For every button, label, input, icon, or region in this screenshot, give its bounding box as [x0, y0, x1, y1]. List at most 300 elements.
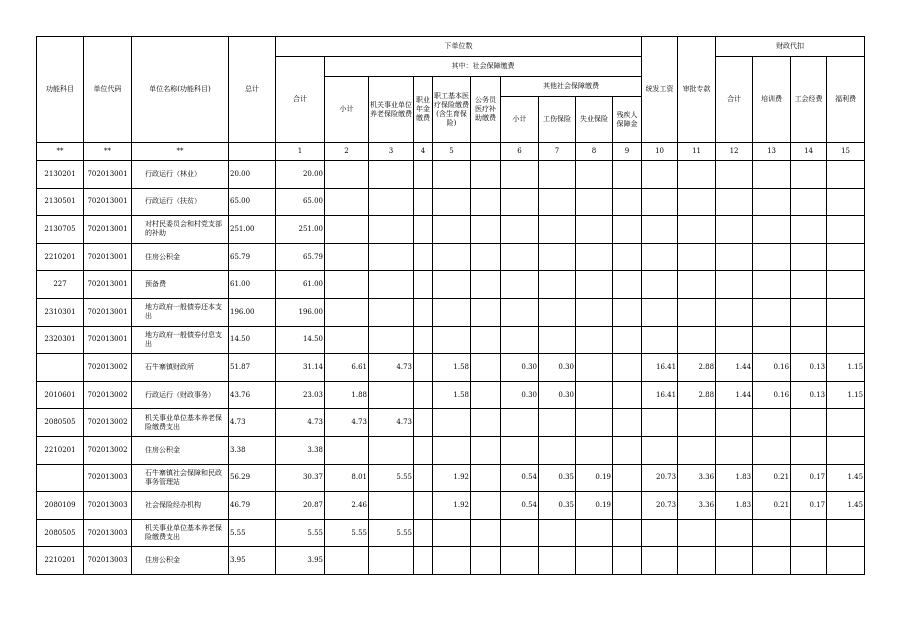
- unit-name-text: 地方政府一般债券付息支出: [145, 330, 222, 348]
- func-subject-cell: 2320301: [37, 326, 84, 354]
- value-cell: 4.73: [276, 409, 325, 437]
- value-cell: 1.58: [433, 354, 471, 382]
- table-row: [37, 271, 865, 299]
- table-row: [37, 436, 865, 464]
- value-cell: [414, 188, 433, 216]
- value-cell: 4.73: [369, 409, 414, 437]
- value-cell: [369, 216, 414, 244]
- value-cell: [539, 161, 576, 189]
- value-cell: [369, 492, 414, 520]
- value-cell: [433, 243, 471, 271]
- value-cell: [471, 326, 501, 354]
- index-cell: 10: [642, 143, 678, 161]
- value-cell: [471, 216, 501, 244]
- table-row: [37, 326, 865, 354]
- unit-name-cell: [132, 298, 229, 326]
- value-cell: [827, 243, 865, 271]
- table-row: [37, 519, 865, 547]
- value-cell: 1.88: [325, 381, 369, 409]
- value-cell: 1.83: [716, 464, 753, 492]
- func-subject-cell: 2130201: [37, 161, 84, 189]
- value-cell: [716, 216, 753, 244]
- header-other-social: 其他社会保障缴费: [501, 77, 642, 97]
- value-cell: [613, 243, 642, 271]
- value-cell: [414, 464, 433, 492]
- value-cell: [613, 519, 642, 547]
- value-cell: [471, 243, 501, 271]
- value-cell: [678, 519, 716, 547]
- value-cell: [325, 547, 369, 575]
- func-subject-cell: 2210201: [37, 243, 84, 271]
- value-cell: [827, 216, 865, 244]
- unit-name-cell: [132, 381, 229, 409]
- unit-code-cell: 702013001: [84, 271, 132, 299]
- value-cell: [678, 271, 716, 299]
- value-cell: [325, 188, 369, 216]
- value-cell: 23.03: [276, 381, 325, 409]
- value-cell: [539, 298, 576, 326]
- value-cell: [369, 188, 414, 216]
- value-cell: 1.92: [433, 492, 471, 520]
- unit-code-cell: 702013002: [84, 436, 132, 464]
- value-cell: [501, 519, 539, 547]
- index-cell: [229, 143, 276, 161]
- total-cell: 56.29: [229, 464, 276, 492]
- header-func-subject: 功能科目: [37, 37, 84, 143]
- value-cell: 0.35: [539, 464, 576, 492]
- total-cell: 65.00: [229, 188, 276, 216]
- value-cell: [369, 436, 414, 464]
- value-cell: [791, 547, 827, 575]
- value-cell: 20.73: [642, 464, 678, 492]
- value-cell: [678, 326, 716, 354]
- value-cell: [325, 436, 369, 464]
- header-total: 总计: [229, 37, 276, 143]
- value-cell: [471, 492, 501, 520]
- value-cell: [827, 188, 865, 216]
- value-cell: [539, 519, 576, 547]
- value-cell: [613, 436, 642, 464]
- value-cell: [753, 409, 791, 437]
- value-cell: [471, 409, 501, 437]
- value-cell: 1.45: [827, 492, 865, 520]
- value-cell: [678, 161, 716, 189]
- header-annuity: 职业年金缴费: [414, 77, 433, 143]
- value-cell: [791, 436, 827, 464]
- value-cell: 0.54: [501, 464, 539, 492]
- value-cell: [576, 243, 613, 271]
- value-cell: [791, 409, 827, 437]
- value-cell: 2.46: [325, 492, 369, 520]
- value-cell: [642, 161, 678, 189]
- index-cell: 6: [501, 143, 539, 161]
- value-cell: [539, 409, 576, 437]
- index-cell: 12: [716, 143, 753, 161]
- value-cell: [791, 271, 827, 299]
- value-cell: [414, 216, 433, 244]
- value-cell: [539, 216, 576, 244]
- value-cell: 1.92: [433, 464, 471, 492]
- value-cell: [369, 298, 414, 326]
- header-civil-medical: 公务员医疗补助缴费: [471, 77, 501, 143]
- value-cell: [716, 298, 753, 326]
- value-cell: [791, 161, 827, 189]
- func-subject-cell: 2130705: [37, 216, 84, 244]
- unit-name-text: 住房公积金: [145, 556, 180, 565]
- value-cell: [613, 188, 642, 216]
- value-cell: 4.73: [325, 409, 369, 437]
- index-cell: [471, 143, 501, 161]
- table-row: [37, 354, 865, 382]
- table-row: [37, 409, 865, 437]
- func-subject-cell: [37, 464, 84, 492]
- header-fiscal: 财政代扣: [716, 37, 865, 57]
- header-lower-units: 下单位数: [276, 37, 642, 57]
- value-cell: 0.30: [501, 381, 539, 409]
- value-cell: [576, 298, 613, 326]
- table-row: [37, 216, 865, 244]
- value-cell: [501, 271, 539, 299]
- value-cell: [642, 188, 678, 216]
- header-union: 工会经费: [791, 57, 827, 143]
- value-cell: [642, 216, 678, 244]
- value-cell: 65.79: [276, 243, 325, 271]
- value-cell: [433, 216, 471, 244]
- value-cell: 16.41: [642, 354, 678, 382]
- value-cell: [471, 298, 501, 326]
- value-cell: [369, 271, 414, 299]
- value-cell: [369, 547, 414, 575]
- value-cell: 0.30: [539, 381, 576, 409]
- value-cell: 0.30: [501, 354, 539, 382]
- header-approved: 审批专款: [678, 37, 716, 143]
- unit-name-cell: [132, 519, 229, 547]
- total-cell: 251.00: [229, 216, 276, 244]
- value-cell: [753, 326, 791, 354]
- value-cell: [791, 298, 827, 326]
- total-cell: 43.76: [229, 381, 276, 409]
- value-cell: [791, 326, 827, 354]
- value-cell: [433, 326, 471, 354]
- value-cell: [827, 519, 865, 547]
- value-cell: 0.21: [753, 464, 791, 492]
- value-cell: [716, 409, 753, 437]
- value-cell: [471, 161, 501, 189]
- value-cell: 6.61: [325, 354, 369, 382]
- value-cell: 0.16: [753, 381, 791, 409]
- value-cell: [716, 271, 753, 299]
- value-cell: [753, 436, 791, 464]
- value-cell: 0.35: [539, 492, 576, 520]
- value-cell: 8.01: [325, 464, 369, 492]
- value-cell: [325, 271, 369, 299]
- value-cell: 0.54: [501, 492, 539, 520]
- value-cell: 251.00: [276, 216, 325, 244]
- total-cell: 196.00: [229, 298, 276, 326]
- header-unit-name: 单位名称(功能科目): [132, 37, 229, 143]
- value-cell: 65.00: [276, 188, 325, 216]
- value-cell: 0.21: [753, 492, 791, 520]
- unit-code-cell: 702013001: [84, 243, 132, 271]
- header-training: 培训费: [753, 57, 791, 143]
- value-cell: [642, 409, 678, 437]
- func-subject-cell: 2130501: [37, 188, 84, 216]
- value-cell: [613, 492, 642, 520]
- value-cell: [325, 326, 369, 354]
- value-cell: 5.55: [325, 519, 369, 547]
- value-cell: [678, 243, 716, 271]
- value-cell: 0.19: [576, 492, 613, 520]
- func-subject-cell: 2210201: [37, 436, 84, 464]
- value-cell: [827, 271, 865, 299]
- header-disability: 残疾人保障金: [613, 97, 642, 143]
- func-subject-cell: 2080505: [37, 409, 84, 437]
- value-cell: [501, 436, 539, 464]
- total-cell: 65.79: [229, 243, 276, 271]
- value-cell: 0.13: [791, 381, 827, 409]
- unit-name-cell: [132, 271, 229, 299]
- unit-name-cell: [132, 326, 229, 354]
- value-cell: [414, 271, 433, 299]
- value-cell: [414, 161, 433, 189]
- unit-code-cell: 702013002: [84, 381, 132, 409]
- index-cell: 11: [678, 143, 716, 161]
- value-cell: [369, 326, 414, 354]
- value-cell: 1.44: [716, 354, 753, 382]
- unit-name-cell: [132, 354, 229, 382]
- index-cell: 5: [433, 143, 471, 161]
- value-cell: [716, 547, 753, 575]
- value-cell: [325, 161, 369, 189]
- value-cell: [471, 464, 501, 492]
- value-cell: [613, 464, 642, 492]
- total-cell: 3.95: [229, 547, 276, 575]
- value-cell: [576, 547, 613, 575]
- table-row: [37, 547, 865, 575]
- unit-name-text: 行政运行（林业）: [145, 169, 201, 178]
- value-cell: [791, 216, 827, 244]
- value-cell: [539, 271, 576, 299]
- index-cell: 9: [613, 143, 642, 161]
- unit-code-cell: 702013002: [84, 354, 132, 382]
- value-cell: 3.36: [678, 464, 716, 492]
- value-cell: 1.15: [827, 354, 865, 382]
- header-social-security: 其中：社会保障缴费: [325, 57, 642, 77]
- value-cell: [678, 188, 716, 216]
- value-cell: 196.00: [276, 298, 325, 326]
- value-cell: 0.30: [539, 354, 576, 382]
- value-cell: 3.38: [276, 436, 325, 464]
- value-cell: 5.55: [369, 464, 414, 492]
- value-cell: [501, 547, 539, 575]
- value-cell: [613, 298, 642, 326]
- total-cell: 61.00: [229, 271, 276, 299]
- value-cell: [827, 547, 865, 575]
- value-cell: [576, 188, 613, 216]
- func-subject-cell: 2080505: [37, 519, 84, 547]
- index-cell: 3: [369, 143, 414, 161]
- value-cell: [414, 436, 433, 464]
- value-cell: 1.15: [827, 381, 865, 409]
- value-cell: 0.17: [791, 464, 827, 492]
- value-cell: [576, 326, 613, 354]
- value-cell: [678, 547, 716, 575]
- func-subject-cell: 2010601: [37, 381, 84, 409]
- value-cell: [539, 547, 576, 575]
- index-cell: 15: [827, 143, 865, 161]
- value-cell: [471, 519, 501, 547]
- value-cell: [433, 188, 471, 216]
- unit-name-cell: [132, 188, 229, 216]
- unit-name-text: 石牛寨镇社会保障和民政事务管理站: [145, 468, 222, 486]
- unit-code-cell: 702013001: [84, 188, 132, 216]
- value-cell: [414, 519, 433, 547]
- unit-name-text: 地方政府一般债券还本支出: [145, 303, 222, 321]
- unit-code-cell: 702013001: [84, 298, 132, 326]
- value-cell: [433, 519, 471, 547]
- value-cell: [414, 243, 433, 271]
- value-cell: [501, 243, 539, 271]
- value-cell: [642, 519, 678, 547]
- value-cell: [414, 354, 433, 382]
- value-cell: [414, 409, 433, 437]
- value-cell: [642, 243, 678, 271]
- unit-name-text: 住房公积金: [145, 252, 180, 261]
- value-cell: [471, 381, 501, 409]
- value-cell: [613, 271, 642, 299]
- table-row: [37, 298, 865, 326]
- index-cell: **: [132, 143, 229, 161]
- header-wage-issue: 统发工资: [642, 37, 678, 143]
- value-cell: [716, 519, 753, 547]
- value-cell: 31.14: [276, 354, 325, 382]
- value-cell: [414, 326, 433, 354]
- value-cell: [716, 188, 753, 216]
- value-cell: [325, 216, 369, 244]
- value-cell: [791, 519, 827, 547]
- value-cell: [753, 547, 791, 575]
- value-cell: [539, 436, 576, 464]
- value-cell: [827, 409, 865, 437]
- unit-name-text: 社会保险经办机构: [145, 500, 201, 509]
- value-cell: [576, 271, 613, 299]
- value-cell: [501, 326, 539, 354]
- value-cell: [501, 188, 539, 216]
- value-cell: [471, 436, 501, 464]
- header-unemployment: 失业保险: [576, 97, 613, 143]
- value-cell: 0.16: [753, 354, 791, 382]
- value-cell: [369, 243, 414, 271]
- index-cell: 13: [753, 143, 791, 161]
- func-subject-cell: [37, 354, 84, 382]
- index-cell: **: [84, 143, 132, 161]
- value-cell: [678, 216, 716, 244]
- value-cell: 0.17: [791, 492, 827, 520]
- value-cell: [325, 243, 369, 271]
- value-cell: 0.13: [791, 354, 827, 382]
- value-cell: [613, 547, 642, 575]
- value-cell: [325, 298, 369, 326]
- unit-name-text: 机关事业单位基本养老保险缴费支出: [145, 413, 222, 431]
- value-cell: [827, 161, 865, 189]
- func-subject-cell: 2080109: [37, 492, 84, 520]
- value-cell: [753, 188, 791, 216]
- value-cell: [539, 326, 576, 354]
- value-cell: [576, 161, 613, 189]
- value-cell: 1.83: [716, 492, 753, 520]
- header-medical: 职工基本医疗保险缴费(含生育保险): [433, 77, 471, 143]
- unit-name-text: 机关事业单位基本养老保险缴费支出: [145, 524, 222, 542]
- total-cell: 46.79: [229, 492, 276, 520]
- total-cell: 14.50: [229, 326, 276, 354]
- value-cell: [576, 216, 613, 244]
- value-cell: 1.44: [716, 381, 753, 409]
- header-other-subtotal: 小计: [501, 97, 539, 143]
- value-cell: [369, 381, 414, 409]
- value-cell: [433, 409, 471, 437]
- value-cell: [613, 381, 642, 409]
- func-subject-cell: 227: [37, 271, 84, 299]
- value-cell: 20.00: [276, 161, 325, 189]
- table-row: [37, 381, 865, 409]
- value-cell: 16.41: [642, 381, 678, 409]
- value-cell: [433, 436, 471, 464]
- value-cell: [642, 271, 678, 299]
- value-cell: [471, 547, 501, 575]
- index-cell: 2: [325, 143, 369, 161]
- unit-code-cell: 702013003: [84, 519, 132, 547]
- value-cell: [716, 436, 753, 464]
- value-cell: [753, 519, 791, 547]
- value-cell: [613, 326, 642, 354]
- func-subject-cell: 2310301: [37, 298, 84, 326]
- unit-name-cell: [132, 492, 229, 520]
- value-cell: [576, 409, 613, 437]
- value-cell: [716, 243, 753, 271]
- value-cell: 3.95: [276, 547, 325, 575]
- unit-name-cell: [132, 161, 229, 189]
- unit-code-cell: 702013003: [84, 464, 132, 492]
- value-cell: [613, 409, 642, 437]
- index-cell: 7: [539, 143, 576, 161]
- value-cell: [613, 354, 642, 382]
- unit-name-cell: [132, 409, 229, 437]
- unit-code-cell: 702013001: [84, 161, 132, 189]
- unit-name-cell: [132, 216, 229, 244]
- value-cell: [642, 547, 678, 575]
- value-cell: 4.73: [369, 354, 414, 382]
- budget-table: [36, 36, 865, 575]
- unit-name-cell: [132, 547, 229, 575]
- index-cell: **: [37, 143, 84, 161]
- index-cell: 4: [414, 143, 433, 161]
- table-row: [37, 464, 865, 492]
- value-cell: [576, 354, 613, 382]
- value-cell: [433, 161, 471, 189]
- header-unit-code: 单位代码: [84, 37, 132, 143]
- unit-code-cell: 702013003: [84, 492, 132, 520]
- value-cell: [414, 298, 433, 326]
- value-cell: [827, 436, 865, 464]
- value-cell: [791, 188, 827, 216]
- value-cell: [753, 271, 791, 299]
- table-row: [37, 492, 865, 520]
- header-sub-subtotal: 小计: [325, 77, 369, 143]
- func-subject-cell: 2210201: [37, 547, 84, 575]
- total-cell: 51.87: [229, 354, 276, 382]
- value-cell: 5.55: [369, 519, 414, 547]
- value-cell: [471, 354, 501, 382]
